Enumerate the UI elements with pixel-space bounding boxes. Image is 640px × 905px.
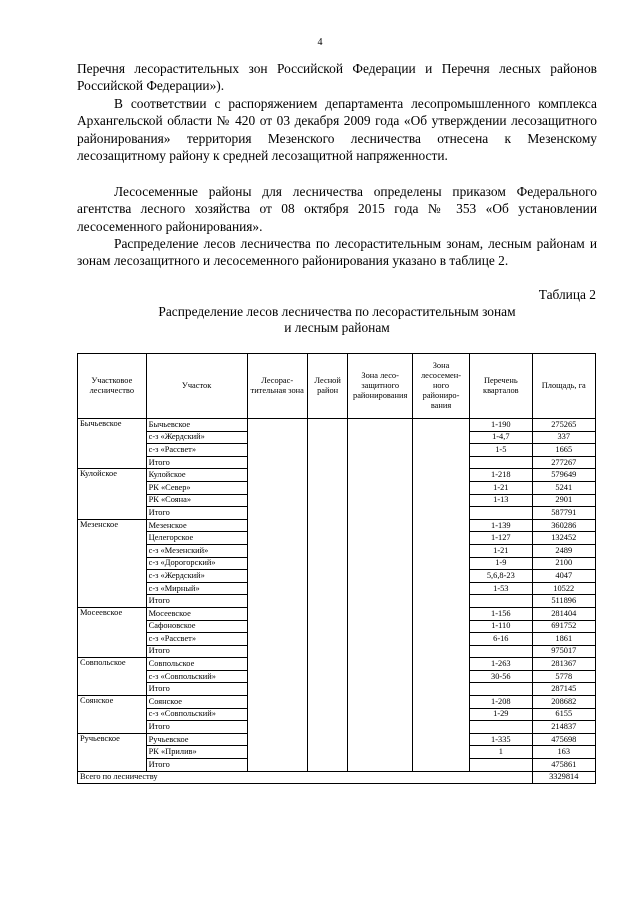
cell-plot: с-з «Совпольский»: [146, 670, 247, 683]
cell-quarters: [470, 683, 532, 696]
cell-plot: Итого: [146, 456, 247, 469]
cell-area: 475861: [532, 759, 595, 772]
cell-forestry: Совпольское: [78, 658, 147, 696]
cell-protection-zone: [348, 419, 412, 772]
cell-quarters: [470, 595, 532, 608]
cell-quarters: 1-5: [470, 444, 532, 457]
cell-plot: Итого: [146, 683, 247, 696]
cell-plot: с-з «Рассвет»: [146, 633, 247, 646]
cell-area: 691752: [532, 620, 595, 633]
page-number: 4: [317, 37, 323, 48]
cell-area: 2901: [532, 494, 595, 507]
cell-plot: Ручьевское: [146, 733, 247, 746]
cell-area: 5241: [532, 481, 595, 494]
cell-area: 587791: [532, 507, 595, 520]
cell-quarters: 1-127: [470, 532, 532, 545]
cell-area: 4047: [532, 570, 595, 583]
cell-forestry: Ручьевское: [78, 733, 147, 771]
cell-quarters: 1-139: [470, 519, 532, 532]
cell-plot: с-з «Жердский»: [146, 570, 247, 583]
cell-area: 1665: [532, 444, 595, 457]
cell-plot: с-з «Дорогорский»: [146, 557, 247, 570]
cell-area: 208682: [532, 696, 595, 709]
table-header-row: [78, 354, 596, 419]
table-title: [77, 304, 597, 336]
table-title-line-1: Распределение лесов лесничества по лесорастительным зонам: [158, 304, 516, 319]
cell-plot: Итого: [146, 721, 247, 734]
cell-plot: с-з «Жердский»: [146, 431, 247, 444]
cell-quarters: [470, 759, 532, 772]
cell-area: 277267: [532, 456, 595, 469]
cell-plot: Соянское: [146, 696, 247, 709]
cell-forest-region: [307, 419, 348, 772]
cell-quarters: 1-29: [470, 708, 532, 721]
cell-plot: РК «Север»: [146, 481, 247, 494]
cell-plot: с-з «Совпольский»: [146, 708, 247, 721]
cell-area: 287145: [532, 683, 595, 696]
header-forest-region: Лесной район: [307, 354, 348, 419]
cell-plot: Совпольское: [146, 658, 247, 671]
cell-quarters: 1-13: [470, 494, 532, 507]
cell-area: 475698: [532, 733, 595, 746]
header-area: Площадь, га: [532, 354, 595, 419]
paragraph-seed-regions: Лесосеменные районы для лесничества определены приказом Федерального агентства лесного хозяйства от 08 октября 2015 года № 353 «Об установлении лесосеменного районирования».: [77, 184, 597, 234]
cell-quarters: [470, 456, 532, 469]
cell-area: 2100: [532, 557, 595, 570]
cell-plot: Целегорское: [146, 532, 247, 545]
cell-quarters: 1-21: [470, 481, 532, 494]
cell-plot: с-з «Мезенский»: [146, 544, 247, 557]
cell-area: 975017: [532, 645, 595, 658]
cell-plot: РК «Сояна»: [146, 494, 247, 507]
cell-area: 511896: [532, 595, 595, 608]
cell-quarters: [470, 645, 532, 658]
cell-quarters: 1-4,7: [470, 431, 532, 444]
cell-quarters: 1-263: [470, 658, 532, 671]
cell-area: 2489: [532, 544, 595, 557]
cell-area: 275265: [532, 419, 595, 432]
header-protection-zone: Зона лесо-защитного районирования: [348, 354, 412, 419]
paragraph-intro-end: Перечня лесорастительных зон Российской Федерации и Перечня лесных районов Российской Федерации»).: [77, 61, 597, 94]
cell-area: 1861: [532, 633, 595, 646]
cell-area: 360286: [532, 519, 595, 532]
cell-quarters: 1: [470, 746, 532, 759]
cell-area: 5778: [532, 670, 595, 683]
cell-plot: Бычьевское: [146, 419, 247, 432]
cell-forestry: Соянское: [78, 696, 147, 734]
cell-forestry: Мосеевское: [78, 607, 147, 657]
table-title-line-2: и лесным районам: [284, 320, 390, 335]
forest-distribution-table: [77, 353, 596, 784]
cell-plot: Мосеевское: [146, 607, 247, 620]
cell-plot: Итого: [146, 507, 247, 520]
table-body: [78, 419, 596, 784]
cell-area: 163: [532, 746, 595, 759]
cell-quarters: 30-56: [470, 670, 532, 683]
cell-quarters: 1-110: [470, 620, 532, 633]
cell-quarters: 5,6,8-23: [470, 570, 532, 583]
paragraph-distribution: Распределение лесов лесничества по лесорастительным зонам, лесным районам и зонам лесозащитного и лесосеменного районирования указано в таблице 2.: [77, 236, 597, 269]
total-label: Всего по лесничеству: [78, 771, 533, 784]
header-forest-zone: Лесорас-тительная зона: [247, 354, 307, 419]
cell-plot: с-з «Мирный»: [146, 582, 247, 595]
paragraph-forest-protection: В соответствии с распоряжением департамента лесопромышленного комплекса Архангельской области № 420 от 03 декабря 2009 года «Об утверждении лесозащитного районирования» территория Мезенского лесничества отнесена к Мезенскому лесозащитному району к средней лесозащитной напряженности.: [77, 96, 597, 164]
cell-quarters: 1-208: [470, 696, 532, 709]
table-row: [78, 419, 596, 432]
header-forestry: Участковое лесничество: [78, 354, 147, 419]
cell-plot: Сафоновское: [146, 620, 247, 633]
cell-area: 6155: [532, 708, 595, 721]
cell-forest-zone: [247, 419, 307, 772]
cell-forestry: Мезенское: [78, 519, 147, 607]
cell-quarters: 6-16: [470, 633, 532, 646]
cell-plot: Мезенское: [146, 519, 247, 532]
total-area: 3329814: [532, 771, 595, 784]
cell-forestry: Бычьевское: [78, 419, 147, 469]
cell-quarters: 1-156: [470, 607, 532, 620]
cell-plot: РК «Прилив»: [146, 746, 247, 759]
table-total-row: [78, 771, 596, 784]
cell-quarters: 1-218: [470, 469, 532, 482]
cell-quarters: 1-53: [470, 582, 532, 595]
cell-plot: Кулойское: [146, 469, 247, 482]
header-quarters: Перечень кварталов: [470, 354, 532, 419]
cell-quarters: 1-190: [470, 419, 532, 432]
cell-quarters: [470, 721, 532, 734]
cell-area: 337: [532, 431, 595, 444]
cell-plot: Итого: [146, 645, 247, 658]
cell-area: 214837: [532, 721, 595, 734]
cell-plot: Итого: [146, 759, 247, 772]
cell-area: 281404: [532, 607, 595, 620]
cell-area: 10522: [532, 582, 595, 595]
cell-area: 579649: [532, 469, 595, 482]
cell-area: 281367: [532, 658, 595, 671]
cell-area: 132452: [532, 532, 595, 545]
cell-quarters: [470, 507, 532, 520]
header-plot: Участок: [146, 354, 247, 419]
cell-plot: с-з «Рассвет»: [146, 444, 247, 457]
cell-quarters: 1-9: [470, 557, 532, 570]
cell-quarters: 1-21: [470, 544, 532, 557]
cell-plot: Итого: [146, 595, 247, 608]
table-label: Таблица 2: [538, 287, 596, 302]
header-seed-zone: Зона лесосемен-ного райониро-вания: [412, 354, 469, 419]
cell-quarters: 1-335: [470, 733, 532, 746]
cell-seed-zone: [412, 419, 469, 772]
cell-forestry: Кулойское: [78, 469, 147, 519]
